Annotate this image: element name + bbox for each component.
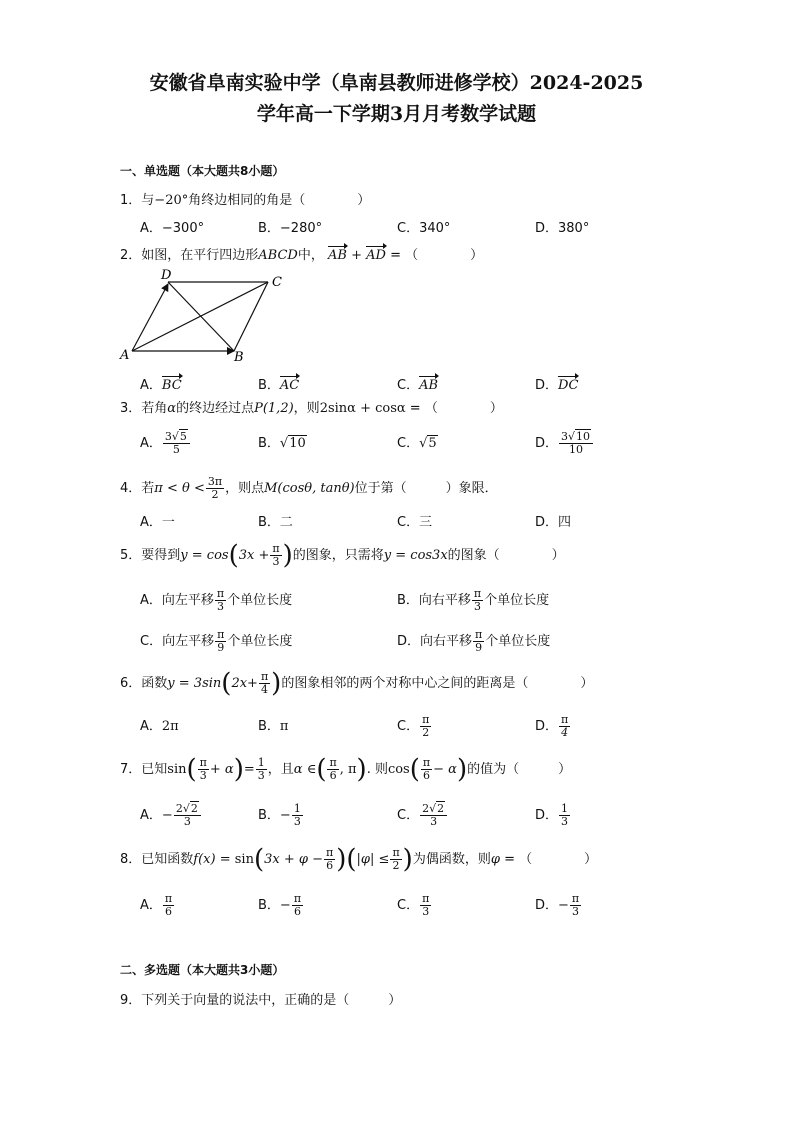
option-label: A． [140,436,162,451]
denominator: 3 [561,815,569,828]
question-text: 的图象相邻的两个对称中心之间的距离是（ ） [281,676,594,691]
label-a: A [120,348,130,363]
option-label: C． [397,378,420,393]
question-7 [120,753,571,787]
option-d [535,710,571,744]
question-text: 已知 [141,762,168,777]
question-text: = （ ） [405,401,503,416]
paren-open: ( [316,754,327,785]
denominator: 3 [422,905,430,918]
sign: − [279,898,291,913]
question-1 [120,193,370,209]
denominator: 3 [272,555,280,568]
denominator: 6 [165,905,173,918]
option-label: D． [535,898,559,913]
parallelogram-figure [118,266,290,366]
question-text: 为偶函数，则 [412,852,491,867]
expression: 2sinα + cosα [319,401,406,416]
label-d: D [161,268,172,283]
option-a [140,427,191,461]
option-c [140,625,292,659]
question-text: 的图象，只需将 [292,548,384,563]
option-c [397,798,448,834]
option-label: A． [140,719,162,734]
option-text: C．向左平移 [140,634,215,649]
question-number: 4． [120,481,142,496]
function-expr: y = cos [180,548,229,563]
sin-fn: = sin [215,852,254,867]
denominator: 3 [572,905,580,918]
denominator: 3 [217,600,225,613]
numerator: π [272,542,280,555]
option-c [397,375,438,394]
denominator: 6 [329,769,337,782]
option-value: π [279,719,289,734]
radicand: 2 [190,802,198,815]
option-a [140,889,175,923]
sqrt: √2 [182,802,198,815]
angle-value: −20° [154,193,189,208]
option-label: A． [140,808,162,823]
denominator: 4 [261,683,269,696]
radicand: 10 [576,430,591,443]
fraction [473,629,484,654]
option-label: B． [258,719,280,734]
label-c: C [272,275,282,290]
question-number: 7． [120,762,142,777]
alpha-symbol: α [167,401,177,416]
numerator: π [164,892,173,905]
coefficient: 2 [422,802,430,815]
option-label: C． [397,436,420,451]
option-b: B．−280° [258,221,323,236]
option-label: A． [140,898,162,913]
fraction [327,757,338,782]
question-text: 下列关于向量的说法中，正确的是（ ） [141,993,402,1008]
option-d [397,625,550,659]
question-8 [120,843,597,877]
pi-end: , π [339,762,357,777]
sqrt: √5 [171,430,187,443]
option-label: C． [397,898,420,913]
denominator: 4 [561,726,569,739]
inequality: π < θ < [154,481,205,496]
option-a [140,375,182,394]
option-d [535,427,594,461]
option-text: A．向左平移 [140,593,214,608]
numerator: π [422,756,431,769]
question-text: 角终边相同的角是（ ） [188,193,371,208]
question-9 [120,993,401,1009]
section-heading-single-choice: 一、单选题（本大题共8小题） [120,164,285,178]
numerator: 1 [257,756,265,769]
numerator: π [260,670,269,683]
question-number: 6． [120,676,142,691]
option-label: A． [140,378,162,393]
paren-close: ) [356,754,367,785]
option-label: D． [535,436,559,451]
fraction [292,893,303,918]
numerator: π [473,587,482,600]
question-text: 的值为（ ） [467,762,572,777]
condition: |φ| ≤ [356,852,390,867]
option-c: C．三 [397,515,433,530]
question-2 [120,245,483,264]
option-c: C．340° [397,221,451,236]
numerator: 3π [207,475,223,488]
paren-open: ( [253,844,265,875]
option-d: D．四 [535,515,572,530]
page-title-line-2: 学年高一下学期3月月考数学试题 [256,103,537,125]
question-text: 位于第（ ）象限． [354,481,498,496]
fraction [570,893,581,918]
option-b [258,889,304,923]
alpha-in: α ∈ [293,762,317,777]
vector-ab: AB [328,245,347,264]
equals: = [243,762,255,777]
option-d [535,375,578,394]
option-c [397,889,432,923]
option-b [258,798,304,834]
option-a [140,719,179,735]
fraction [198,757,209,782]
option-c [397,436,438,452]
fraction [559,803,570,828]
denominator: 3 [257,769,265,782]
option-label: D． [535,378,559,393]
paren-open: ( [409,754,420,785]
question-text: 的图象（ ） [447,548,565,563]
paren-close: ) [336,844,347,875]
sin-fn: sin [167,762,187,777]
question-text: 如图，在平行四边形 [141,248,259,263]
sqrt: √10 [279,436,306,451]
question-number: 1． [120,193,142,208]
section-heading-multiple-choice: 二、多选题（本大题共3小题） [120,963,285,977]
option-label: D． [535,808,559,823]
fraction [163,893,174,918]
cos-fn: cos [387,762,410,777]
option-a [140,584,292,618]
vector-bc: BC [162,375,182,394]
coefficient: 3 [561,430,569,443]
fraction [163,431,190,456]
sqrt: √5 [419,436,437,451]
question-text: ，则 [293,401,320,416]
fraction [215,629,226,654]
coefficient: 3 [164,430,172,443]
vector-dc: DC [558,375,578,394]
paren-open: ( [346,844,357,875]
coefficient: 2 [175,802,183,815]
question-6 [120,667,593,701]
function-expr: y = cos3x [383,548,448,563]
option-b [258,436,307,452]
function-inner: 3x + [238,548,270,563]
denominator: 2 [392,859,400,872]
question-3 [120,401,503,417]
paren-close: ) [233,754,244,785]
fraction [292,803,303,828]
function-expr: y = 3sin [167,676,222,691]
question-text: 要得到 [141,548,181,563]
paren-open: ( [221,668,232,699]
radicand: 5 [179,430,187,443]
option-d [535,798,571,834]
radicand: 2 [437,802,445,815]
option-label: D． [535,719,559,734]
question-text: 若角 [141,401,168,416]
option-text: 个单位长度 [227,634,293,649]
numerator: π [326,846,334,859]
fraction [420,803,447,828]
fraction [256,757,267,782]
shape-name: ABCD [258,248,298,263]
label-b: B [234,350,244,365]
numerator: π [422,713,430,726]
question-text: 若 [141,481,155,496]
option-label: B． [258,808,280,823]
numerator: π [475,628,483,641]
option-label: B． [258,898,280,913]
question-text: = （ ） [499,852,598,867]
question-number: 2． [120,248,142,263]
option-d [535,889,582,923]
option-c [397,710,432,744]
numerator: π [216,587,225,600]
option-a: A．一 [140,515,175,530]
plus-sign: + [346,248,367,263]
option-value: 2π [161,719,179,734]
option-label: B． [258,378,280,393]
plus-alpha: + α [209,762,234,777]
numerator: π [217,628,225,641]
denominator: 2 [211,488,219,501]
fraction [174,803,201,828]
question-text: . 则 [366,762,388,777]
sqrt: √2 [429,802,445,815]
page-title-line-1: 安徽省阜南实验中学（阜南县教师进修学校）2024-2025 [149,72,644,94]
sign: − [558,898,569,913]
paren-close: ) [282,540,293,571]
question-4 [120,472,498,506]
paren-close: ) [456,754,468,785]
sqrt: √10 [568,430,591,443]
option-label: C． [397,808,420,823]
option-b [258,719,288,735]
question-text: 函数 [141,676,168,691]
question-text: 中， [297,248,324,263]
numerator: 1 [293,802,301,815]
option-label: B． [258,436,280,451]
denominator: 10 [569,443,584,456]
fraction [270,543,281,568]
vector-ac: AC [280,375,299,394]
fraction [472,588,483,613]
fraction [324,847,335,872]
denominator: 5 [172,443,180,456]
denominator: 3 [183,815,191,828]
phi-symbol: φ [490,852,500,867]
fraction [259,671,270,696]
denominator: 3 [199,769,207,782]
numerator: π [561,713,569,726]
numerator: 1 [561,802,569,815]
paren-open: ( [186,754,197,785]
question-number: 8． [120,852,142,867]
option-label: C． [397,719,420,734]
option-text: 个单位长度 [485,634,551,649]
function-inner: 2x+ [231,676,258,691]
option-b: B．二 [258,515,293,530]
question-5 [120,539,565,573]
fraction [559,431,593,456]
option-b [397,584,549,618]
numerator: π [571,892,580,905]
function-inner: 3x + φ − [264,852,323,867]
option-text: B．向右平移 [397,593,471,608]
fraction [206,476,224,501]
function-name: f(x) [193,852,216,867]
paren-open: ( [228,540,239,571]
radicand: 10 [289,436,306,451]
fraction [215,588,226,613]
numerator: π [329,756,337,769]
sign: − [279,808,291,823]
point-p: P(1,2) [254,401,294,416]
point-m: M(cosθ, tanθ) [264,481,355,496]
question-number: 9． [120,993,142,1008]
denominator: 2 [422,726,430,739]
fraction [559,714,570,739]
paren-close: ) [271,668,282,699]
numerator: π [293,892,302,905]
question-text: ，则点 [225,481,265,496]
option-text: 个单位长度 [227,593,293,608]
denominator: 6 [423,769,430,782]
option-text: 个单位长度 [484,593,550,608]
minus-alpha: − α [433,762,457,777]
vector-ab: AB [419,375,438,394]
denominator: 6 [293,905,301,918]
denominator: 3 [474,600,482,613]
numerator: π [422,892,430,905]
fraction [421,757,432,782]
option-d: D．380° [535,221,590,236]
vector-ad: AD [366,245,386,264]
question-text: 的终边经过点 [176,401,255,416]
question-text: 已知函数 [141,852,194,867]
question-text: = （ ） [385,248,484,263]
denominator: 3 [430,815,438,828]
question-text: 与 [141,193,155,208]
option-text: D．向右平移 [397,634,473,649]
fraction [420,893,431,918]
numerator: π [392,846,400,859]
numerator: π [199,756,207,769]
option-b [258,375,299,394]
question-number: 5． [120,548,142,563]
question-text: ，且 [267,762,294,777]
option-a: A．−300° [140,221,205,236]
question-number: 3． [120,401,142,416]
paren-close: ) [402,844,413,875]
denominator: 9 [475,641,483,654]
fraction [420,714,431,739]
denominator: 9 [217,641,225,654]
sign: − [161,808,173,823]
denominator: 6 [326,859,334,872]
fraction [390,847,401,872]
radicand: 5 [428,436,437,451]
denominator: 3 [293,815,301,828]
option-a [140,798,202,834]
